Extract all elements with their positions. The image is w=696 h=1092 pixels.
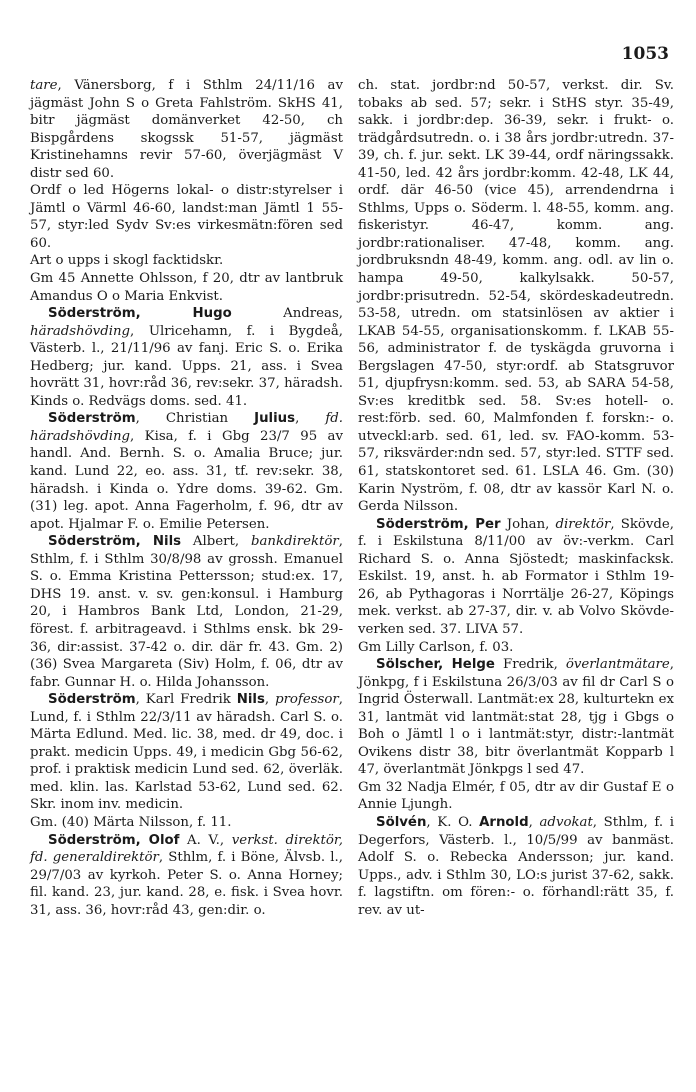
occupation-title: advokat	[539, 814, 593, 830]
biography-entry	[30, 691, 343, 814]
entry-text: ,	[528, 814, 540, 830]
entry-text: , Jönkpg, f i Eskilstuna 26/3/03 av fil dr Carl S o Ingrid Österwall. Lantmät:ex 28, kulturtekn ex 31, lantmät vid lantmät:stat 28, tjg i Gbgs o Boh o Jämtl l o i lantmät:styr, distr:-lantmät Ovikens distr 38, bitr överlantmät Kopparb l 47, överlantmät Jönkpgs l sed 47.	[358, 657, 675, 778]
biography-entry	[358, 779, 674, 814]
biography-entry	[30, 305, 343, 410]
entry-text: A. V.,	[179, 832, 232, 848]
person-name: Söderström, Per	[376, 516, 501, 532]
entry-text: Gm 32 Nadja Elmér, f 05, dtr av dir Gustaf E o Annie Ljungh.	[358, 779, 674, 813]
entry-text: Art o upps i skogl facktidskr.	[30, 253, 224, 269]
biography-entry	[30, 270, 343, 305]
entry-text: , K. O.	[426, 814, 480, 830]
entry-text: , Kisa, f. i Gbg 23/7 95 av handl. And. Bernh. S. o. Amalia Bruce; jur. kand. Lund 22, eo. ass. 31, tf. rev:sekr. 38, häradsh. i Kinda o. Ydre doms. 39-62. Gm. (31) leg. apot. Anna Fagerholm, f. 96, dtr av apot. Hjalmar F. o. Emilie Petersen.	[30, 428, 343, 532]
biography-entry	[358, 639, 674, 657]
page-number: 1053	[621, 44, 669, 64]
occupation-title: fd. häradshövding	[30, 411, 343, 444]
entry-text: , Karl Fredrik	[135, 692, 237, 708]
biography-entry	[30, 814, 343, 832]
person-name: Nils	[236, 692, 265, 708]
entry-text: , Sthlm, f. i Degerfors, Västerb. l., 10/5/99 av banmäst. Adolf S. o. Rebecka Andersson; jur. kand. Upps., adv. i Sthlm 30, LO:s jurist 37-62, sakk. f. lagstiftn. om fören:- o. förhandl:rätt 35, f. rev. av ut-	[358, 814, 674, 918]
occupation-title: häradshövding	[30, 323, 131, 339]
entry-text: ch. stat. jordbr:nd 50-57, verkst. dir. Sv. tobaks ab sed. 57; sekr. i StHS styr. 35-49, sakk. i jordbr:dep. 36-39, sekr. i frukt- o. trädgårdsutredn. o. i 38 års jordbr:utredn. 37-39, ch. f. jur. sekt. LK 39-44, ordf näringssakk. 41-50, led. 42 års jordbr:komm. 42-48, LK 44, ordf. där 46-50 (vice 45), arrendendrna i Sthlms, Upps o. Söderm. l. 48-55, komm. ang. fiskeristyr. 46-47, komm. ang. jordbr:rationaliser. 47-48, komm. ang. jordbruksndn 48-49, komm. ang. odl. av lin o. hampa 49-50, kalkylsakk. 50-57, jordbr:prisutredn. 52-54, skördeskadeutredn. 53-58, utredn. om statsinlösen av aktier i LKAB 54-55, organisationskomm. f. LKAB 55-56, administrator f. de tyskägda gruvorna i Bergslagen 47-50, styr:ordf. ab Statsgruvor 51, djupfrysn:komm. sed. 53, ab SARA 54-58, Sv:es kreditbk sed. 58. Sv:es hotell- o. rest:förb. sed. 60, Malmfonden f. forskn:- o. utveckl:arb. sed. 61, led. sv. FAO-komm. 53-57, riksvärder:ndn sed. 57, styr:led. STTF sed. 61, statskontoret sed. 61. LSLA 46. Gm. (30) Karin Nyström, f. 08, dtr av kassör Karl N. o. Gerda Nilsson.	[358, 78, 674, 515]
occupation-title: verkst. direktör, fd. generaldirektör	[30, 832, 343, 866]
right-column	[358, 77, 674, 919]
person-name: Söderström, Hugo	[48, 306, 232, 322]
entry-text: ,	[264, 692, 276, 708]
occupation-title: direktör	[555, 516, 611, 532]
person-name: Arnold	[479, 814, 529, 830]
person-name: Sölvén	[376, 814, 427, 830]
person-name: Julius	[254, 411, 296, 427]
person-name: Söderström	[48, 411, 136, 427]
entry-text: Ordf o led Högerns lokal- o distr:styrelser i Jämtl o Värml 46-60, landst:man Jämtl 1 55-57, styr:led Sydv Sv:es virkesmätn:fören sed 60.	[30, 183, 343, 251]
entry-text: , Skövde, f. i Eskilstuna 8/11/00 av öv:-verkm. Carl Richard S. o. Anna Sjöstedt; maskinfacksk. Eskilst. 19, anst. h. ab Formator i Sthlm 19-26, ab Pythagoras i Norrtälje 26-27, Köpings mek. verkst. ab 27-37, dir. v. ab Volvo Skövde-verken sed. 37. LIVA 57.	[358, 516, 674, 637]
biography-entry	[30, 832, 343, 920]
entry-text: Gm Lilly Carlson, f. 03.	[358, 639, 514, 655]
entry-text: Fredrik,	[494, 657, 566, 673]
biography-entry	[358, 656, 674, 779]
entry-text: , Sthlm, f. i Böne, Älvsb. l., 29/7/03 av kyrkoh. Peter S. o. Anna Horney; fil. kand. 23, jur. kand. 28, e. fisk. i Svea hovr. 31, ass. 36, hovr:råd 43, gen:dir. o.	[30, 850, 343, 918]
entry-text: , Lund, f. i Sthlm 22/3/11 av häradsh. Carl S. o. Märta Edlund. Med. lic. 38, med. dr 49, doc. i prakt. medicin Upps. 49, i medicin Gbg 56-62, prof. i praktisk medicin Lund sed. 62, överläk. med. klin. las. Karlstad 53-62, Lund sed. 62. Skr. inom inv. medicin.	[30, 692, 343, 813]
biography-entry	[358, 516, 674, 639]
person-name: Söderström, Olof	[48, 832, 180, 848]
entry-text: ,	[295, 411, 326, 427]
occupation-title: bankdirektör	[250, 534, 339, 550]
entry-text: Gm 45 Annette Ohlsson, f 20, dtr av lantbruk Amandus O o Maria Enkvist.	[30, 271, 343, 304]
entry-text: , Sthlm, f. i Sthlm 30/8/98 av grossh. Emanuel S. o. Emma Kristina Pettersson; stud:ex. 17, DHS 19. anst. v. sv. gen:konsul. i Hamburg 20, i Hambros Bank Ltd, London, 21-29, förest. f. arbitrageavd. i Sthlms ensk. bk 29-36, dir:assist. 37-42 o. dir. där fr. 43. Gm. 2) (36) Svea Margareta (Siv) Holm, f. 06, dtr av fabr. Gunnar H. o. Hilda Johansson.	[30, 534, 343, 690]
entry-text: , Vänersborg, f i Sthlm 24/11/16 av jägmäst John S o Greta Fahlström. SkHS 41, bitr jägmäst domänverket 42-50, ch Bispgårdens skogssk 51-57, jägmäst Kristinehamns revir 57-60, överjägmäst V distr sed 60.	[30, 78, 343, 181]
occupation-title: professor	[275, 692, 339, 708]
biography-entry	[30, 77, 343, 182]
entry-text: Andreas,	[231, 306, 343, 322]
person-name: Söderström, Nils	[48, 534, 182, 550]
biography-entry	[30, 252, 343, 270]
person-name: Söderström	[48, 692, 136, 708]
left-column	[30, 77, 343, 919]
entry-text: Gm. (40) Märta Nilsson, f. 11.	[30, 814, 232, 830]
entry-text: , Christian	[135, 411, 255, 427]
biography-entry	[30, 410, 343, 533]
biography-entry	[30, 533, 343, 691]
entry-text: , Ulricehamn, f. i Bygdeå, Västerb. l., 21/11/96 av fanj. Eric S. o. Erika Hedberg; jur. kand. Upps. 21, ass. i Svea hovrätt 31, hovr:råd 36, rev:sekr. 37, häradsh. Kinds o. Redvägs doms. sed. 41.	[30, 323, 343, 409]
occupation-title: tare	[30, 78, 58, 93]
person-name: Sölscher, Helge	[376, 657, 495, 673]
entry-text: Albert,	[181, 534, 251, 550]
occupation-title: överlantmätare	[565, 657, 670, 673]
entry-text: Johan,	[500, 516, 556, 532]
biography-entry	[358, 814, 674, 919]
biography-entry	[30, 182, 343, 252]
biography-entry	[358, 77, 674, 516]
